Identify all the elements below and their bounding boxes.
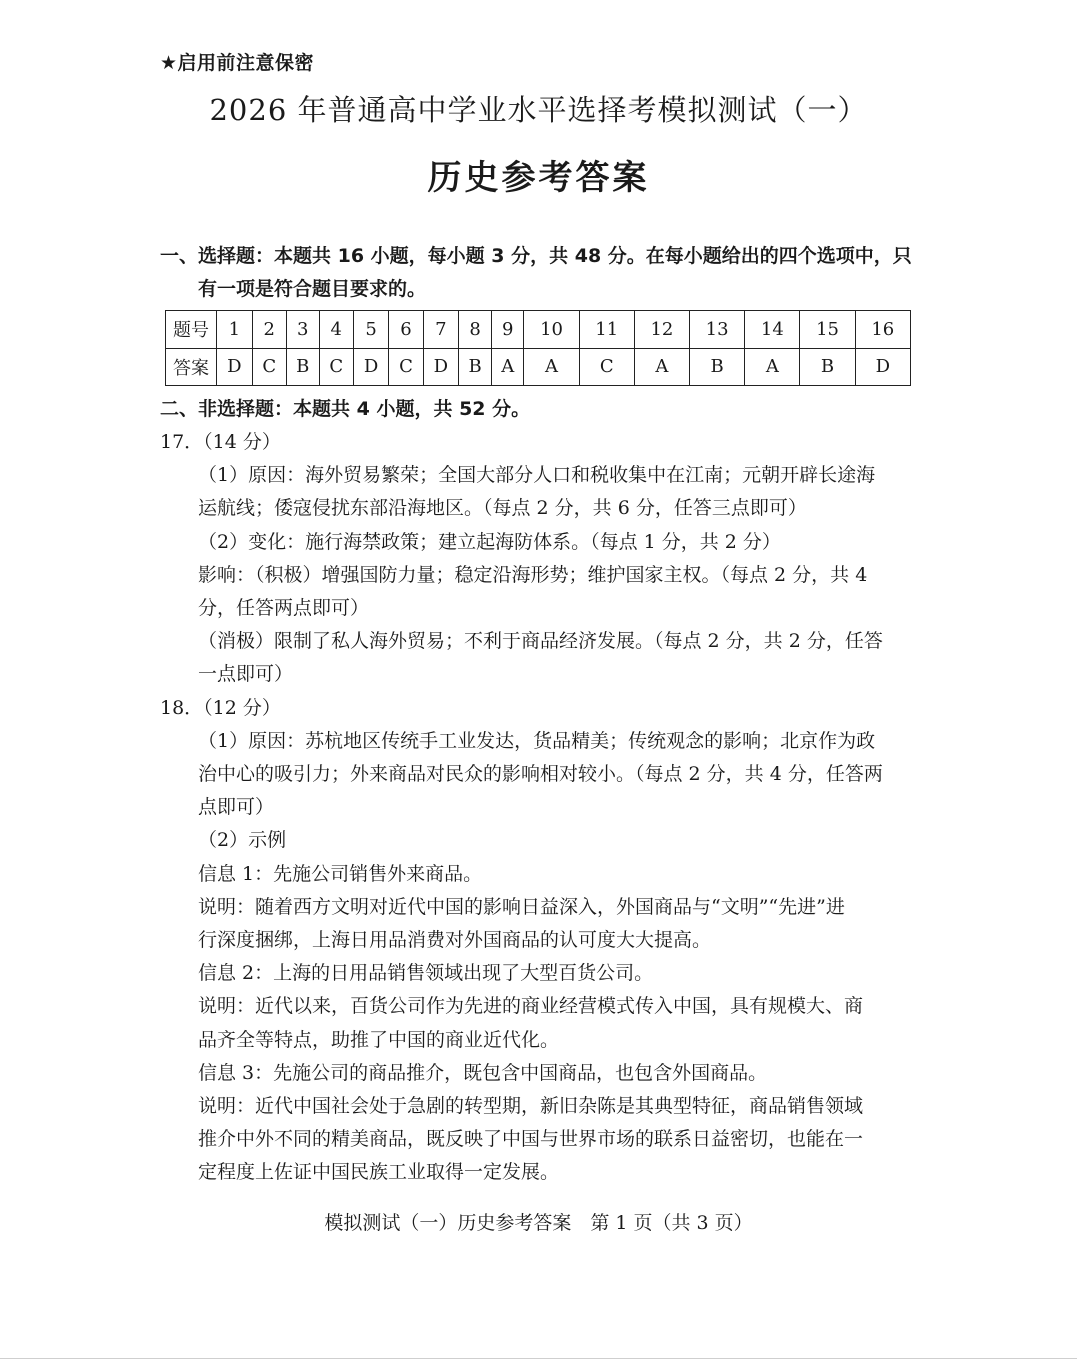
answer-cell: D [423,348,459,386]
answer-cell: D [217,348,253,386]
exam-title: 2026 年普通高中学业水平选择考模拟测试（一） [209,93,868,127]
answer-line: 分，任答两点即可） [198,597,370,620]
question-number-cell: 1 [217,311,253,349]
question-heading: 17．（14 分） [160,431,281,453]
answer-line: 一点即可） [198,663,294,686]
question-number-cell: 14 [745,311,800,349]
question-number-cell: 2 [252,311,286,349]
answer-cell: C [389,348,423,386]
answer-cell: B [690,348,745,386]
answer-line: 信息 2：上海的日用品销售领域出现了大型百货公司。 [198,962,654,985]
document-subtitle: 历史参考答案 [427,158,650,198]
answer-line: 运航线；倭寇侵扰东部沿海地区。（每点 2 分，共 6 分，任答三点即可） [198,497,807,520]
section-1-heading-line2: 有一项是符合题目要求的。 [198,278,427,300]
answer-cell: C [252,348,286,386]
question-number-cell: 12 [634,311,689,349]
answer-line: 定程度上佐证中国民族工业取得一定发展。 [198,1161,560,1184]
answer-line: 说明：随着西方文明对近代中国的影响日益深入，外国商品与“文明”“先进”进 [198,895,845,918]
page-edge-line [0,1358,1077,1359]
question-number-cell: 10 [524,311,579,349]
question-number-cell: 5 [353,311,389,349]
answer-cell: D [855,348,910,386]
answer-line: 品齐全等特点，助推了中国的商业近代化。 [198,1028,560,1051]
answer-line: 行深度捆绑，上海日用品消费对外国商品的认可度大大提高。 [198,929,712,952]
answer-table-answer-row [166,348,911,386]
answer-table-number-row [166,311,911,349]
answer-cell: C [579,348,634,386]
section-2-heading: 二、非选择题：本题共 4 小题，共 52 分。 [160,398,531,420]
question-number-cell: 7 [423,311,459,349]
answer-cell: B [459,348,492,386]
answer-cell: B [286,348,319,386]
page-footer: 模拟测试（一）历史参考答案 第 1 页（共 3 页） [324,1212,753,1234]
answer-cell: D [353,348,389,386]
section-1-heading-line1: 一、选择题：本题共 16 小题，每小题 3 分，共 48 分。在每小题给出的四个选项中，只 [160,245,912,267]
answer-cell: A [634,348,689,386]
answer-row-label: 答案 [166,348,217,386]
answer-line: 影响：（积极）增强国防力量；稳定沿海形势；维护国家主权。（每点 2 分，共 4 [198,563,868,586]
answer-line: （消极）限制了私人海外贸易；不利于商品经济发展。（每点 2 分，共 2 分，任答 [198,630,883,653]
answer-cell: A [745,348,800,386]
question-number-cell: 6 [389,311,423,349]
answer-line: 点即可） [198,796,275,819]
question-number-cell: 11 [579,311,634,349]
answer-line: 推介中外不同的精美商品，既反映了中国与世界市场的联系日益密切，也能在一 [198,1128,864,1151]
answer-line: （1）原因：海外贸易繁荣；全国大部分人口和税收集中在江南；元朝开辟长途海 [198,464,876,487]
answer-body [160,426,920,1190]
question-number-cell: 3 [286,311,319,349]
answer-line: 说明：近代以来，百货公司作为先进的商业经营模式传入中国，具有规模大、商 [198,995,864,1018]
question-number-cell: 9 [492,311,524,349]
question-number-cell: 4 [319,311,353,349]
answer-line: 信息 3：先施公司的商品推介，既包含中国商品，也包含外国商品。 [198,1061,768,1084]
confidential-notice: ★启用前注意保密 [160,52,315,74]
answer-cell: C [319,348,353,386]
answer-line: 治中心的吸引力；外来商品对民众的影响相对较小。（每点 2 分，共 4 分，任答两 [198,763,883,786]
section-1-heading [160,240,920,306]
answer-line: 说明：近代中国社会处于急剧的转型期，新旧杂陈是其典型特征，商品销售领域 [198,1095,864,1118]
answer-line: 信息 1：先施公司销售外来商品。 [198,862,483,885]
answer-table [165,310,911,386]
answer-line: （2）示例 [198,829,287,852]
answer-line: （1）原因：苏杭地区传统手工业发达，货品精美；传统观念的影响；北京作为政 [198,729,876,752]
question-number-cell: 15 [800,311,855,349]
question-number-cell: 16 [855,311,910,349]
answer-cell: B [800,348,855,386]
answer-cell: A [492,348,524,386]
answer-line: （2）变化：施行海禁政策；建立起海防体系。（每点 1 分，共 2 分） [198,530,781,553]
question-heading: 18．（12 分） [160,696,281,719]
answer-cell: A [524,348,579,386]
question-number-cell: 8 [459,311,492,349]
number-row-label: 题号 [166,311,217,349]
question-number-cell: 13 [690,311,745,349]
